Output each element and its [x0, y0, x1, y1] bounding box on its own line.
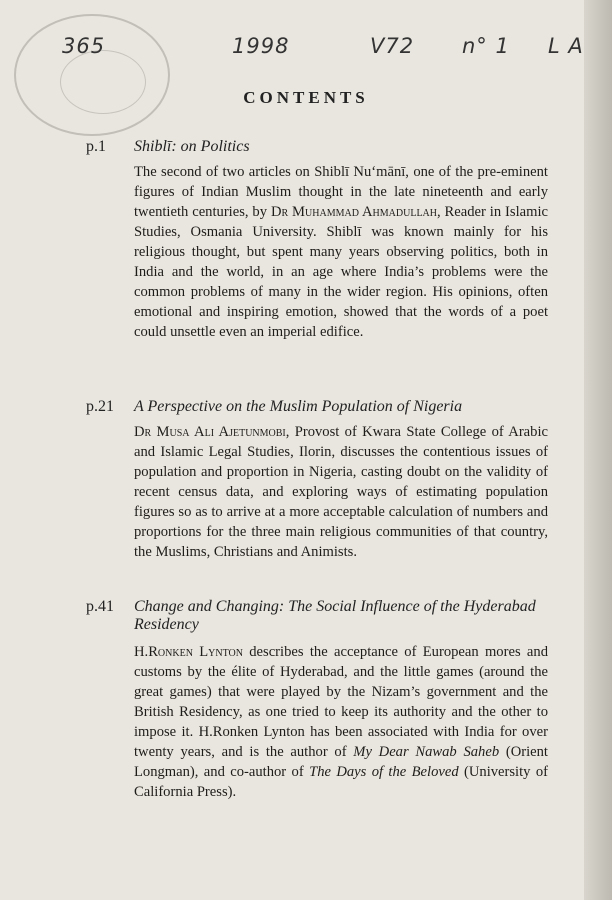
summary-text: (Orient Longman), and co-author of — [134, 744, 548, 780]
page-binding-edge — [584, 0, 612, 900]
page-title: CONTENTS — [243, 88, 369, 107]
author-name: Dr Muhammad Ahmadullah — [270, 204, 437, 220]
book-title: The Days of the Beloved — [309, 764, 459, 780]
handwritten-volume: V72 — [370, 34, 415, 58]
article-summary — [134, 162, 548, 342]
handwritten-year: 1998 — [232, 34, 290, 58]
library-stamp — [14, 14, 170, 136]
article-page-number: p.21 — [86, 398, 114, 415]
article-title: Change and Changing: The Social Influence of the Hyderabad Residency — [134, 598, 536, 633]
article-summary — [134, 422, 548, 562]
article-title: Shiblī: on Politics — [134, 138, 250, 155]
handwritten-number: 365 — [62, 34, 106, 58]
book-title: My Dear Nawab Saheb — [353, 744, 500, 760]
summary-text: , Provost of Kwara State College of Arabic and Islamic Legal Studies, Ilorin, discusses the contentious issues of population and proportion in Nigeria, casting doubt on the validity of recent census data, and exploring ways of estimating population figures so as to arrive at a more acceptable calculation of numbers and proportions for the three main religious communities of that country, the Muslims, Christians and Animists. — [134, 424, 548, 560]
article-summary — [134, 642, 548, 802]
summary-text: describes the acceptance of European mores and customs by the élite of Hyderabad, and the little games (around the great games) that were played by the Nizam’s government and the British Residency, as one tried to keep its authority and the other to impose it. H.Ronken Lynton has been associated with India for over twenty years, and is the author of — [134, 644, 548, 760]
author-name: H.Ronken Lynton — [134, 644, 243, 660]
article-title: A Perspective on the Muslim Population of Nigeria — [134, 398, 463, 415]
summary-text: , Reader in Islamic Studies, Osmania University. Shiblī was known mainly for his religious thought, but spent many years observing politics, both in India and the world, in an age where India’s problems were the common problems of many in the wider region. His opinions, often emotional and inspiring emotion, showed that the words of a poet could unsettle even an imperial edifice. — [134, 204, 548, 340]
article-page-number: p.1 — [86, 138, 106, 155]
handwritten-issue: n° 1 — [462, 34, 510, 58]
handwritten-code: L A — [548, 34, 584, 58]
summary-text: (University of California Press). — [134, 764, 548, 800]
summary-text: The second of two articles on Shiblī Nu‘mānī, one of the pre-eminent figures of Indian Muslim thought in the late nineteenth and early twentieth centuries, by — [134, 164, 548, 220]
author-name: Dr Musa Ali Ajetunmobi — [134, 424, 286, 440]
article-page-number: p.41 — [86, 598, 114, 615]
